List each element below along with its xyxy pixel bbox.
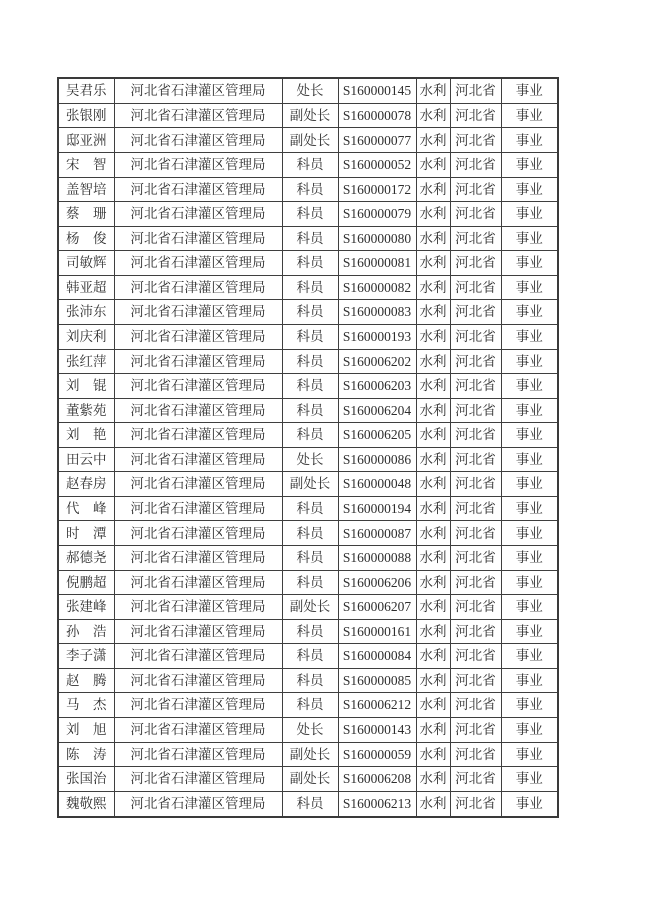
id-cell: S160000087 — [338, 521, 416, 546]
title-cell: 科员 — [282, 546, 338, 571]
table-row — [58, 300, 558, 325]
title-cell: 科员 — [282, 251, 338, 276]
org-cell: 河北省石津灌区管理局 — [114, 767, 282, 792]
region-cell: 河北省 — [450, 251, 501, 276]
region-cell: 河北省 — [450, 202, 501, 227]
title-cell: 处长 — [282, 717, 338, 742]
type-cell: 事业 — [501, 570, 558, 595]
type-cell: 事业 — [501, 398, 558, 423]
org-cell: 河北省石津灌区管理局 — [114, 103, 282, 128]
type-cell: 事业 — [501, 275, 558, 300]
table-row — [58, 128, 558, 153]
title-cell: 科员 — [282, 153, 338, 178]
table-row — [58, 177, 558, 202]
id-cell: S160006206 — [338, 570, 416, 595]
industry-cell: 水利 — [416, 226, 450, 251]
table-row — [58, 546, 558, 571]
table-row — [58, 472, 558, 497]
industry-cell: 水利 — [416, 251, 450, 276]
title-cell: 科员 — [282, 324, 338, 349]
industry-cell: 水利 — [416, 202, 450, 227]
id-cell: S160000193 — [338, 324, 416, 349]
table-row — [58, 717, 558, 742]
type-cell: 事业 — [501, 447, 558, 472]
id-cell: S160000080 — [338, 226, 416, 251]
industry-cell: 水利 — [416, 595, 450, 620]
region-cell: 河北省 — [450, 496, 501, 521]
title-cell: 科员 — [282, 202, 338, 227]
region-cell: 河北省 — [450, 717, 501, 742]
region-cell: 河北省 — [450, 693, 501, 718]
table-row — [58, 349, 558, 374]
org-cell: 河北省石津灌区管理局 — [114, 668, 282, 693]
table-row — [58, 521, 558, 546]
name-cell: 倪鹏超 — [58, 570, 114, 595]
name-cell: 刘 艳 — [58, 423, 114, 448]
org-cell: 河北省石津灌区管理局 — [114, 153, 282, 178]
title-cell: 科员 — [282, 619, 338, 644]
type-cell: 事业 — [501, 668, 558, 693]
table-row — [58, 103, 558, 128]
region-cell: 河北省 — [450, 103, 501, 128]
org-cell: 河北省石津灌区管理局 — [114, 226, 282, 251]
title-cell: 副处长 — [282, 472, 338, 497]
industry-cell: 水利 — [416, 521, 450, 546]
title-cell: 科员 — [282, 374, 338, 399]
table-row — [58, 251, 558, 276]
table-row — [58, 668, 558, 693]
industry-cell: 水利 — [416, 767, 450, 792]
type-cell: 事业 — [501, 226, 558, 251]
org-cell: 河北省石津灌区管理局 — [114, 496, 282, 521]
table-row — [58, 226, 558, 251]
industry-cell: 水利 — [416, 128, 450, 153]
name-cell: 张建峰 — [58, 595, 114, 620]
name-cell: 刘庆利 — [58, 324, 114, 349]
name-cell: 韩亚超 — [58, 275, 114, 300]
industry-cell: 水利 — [416, 570, 450, 595]
name-cell: 刘 旭 — [58, 717, 114, 742]
industry-cell: 水利 — [416, 324, 450, 349]
org-cell: 河北省石津灌区管理局 — [114, 447, 282, 472]
type-cell: 事业 — [501, 374, 558, 399]
region-cell: 河北省 — [450, 791, 501, 817]
name-cell: 赵 腾 — [58, 668, 114, 693]
title-cell: 处长 — [282, 78, 338, 103]
id-cell: S160000079 — [338, 202, 416, 227]
table-row — [58, 595, 558, 620]
org-cell: 河北省石津灌区管理局 — [114, 275, 282, 300]
title-cell: 科员 — [282, 521, 338, 546]
org-cell: 河北省石津灌区管理局 — [114, 791, 282, 817]
org-cell: 河北省石津灌区管理局 — [114, 521, 282, 546]
table-row — [58, 423, 558, 448]
title-cell: 科员 — [282, 570, 338, 595]
id-cell: S160000048 — [338, 472, 416, 497]
name-cell: 孙 浩 — [58, 619, 114, 644]
region-cell: 河北省 — [450, 349, 501, 374]
region-cell: 河北省 — [450, 128, 501, 153]
org-cell: 河北省石津灌区管理局 — [114, 128, 282, 153]
name-cell: 李子潇 — [58, 644, 114, 669]
table-row — [58, 767, 558, 792]
id-cell: S160006205 — [338, 423, 416, 448]
id-cell: S160006212 — [338, 693, 416, 718]
type-cell: 事业 — [501, 595, 558, 620]
name-cell: 邸亚洲 — [58, 128, 114, 153]
title-cell: 副处长 — [282, 128, 338, 153]
title-cell: 科员 — [282, 226, 338, 251]
industry-cell: 水利 — [416, 423, 450, 448]
region-cell: 河北省 — [450, 275, 501, 300]
region-cell: 河北省 — [450, 742, 501, 767]
industry-cell: 水利 — [416, 78, 450, 103]
id-cell: S160000084 — [338, 644, 416, 669]
industry-cell: 水利 — [416, 349, 450, 374]
id-cell: S160000078 — [338, 103, 416, 128]
region-cell: 河北省 — [450, 447, 501, 472]
type-cell: 事业 — [501, 791, 558, 817]
table-row — [58, 644, 558, 669]
region-cell: 河北省 — [450, 226, 501, 251]
org-cell: 河北省石津灌区管理局 — [114, 78, 282, 103]
personnel-table-body — [58, 78, 558, 817]
title-cell: 科员 — [282, 275, 338, 300]
name-cell: 张红萍 — [58, 349, 114, 374]
org-cell: 河北省石津灌区管理局 — [114, 570, 282, 595]
type-cell: 事业 — [501, 202, 558, 227]
title-cell: 副处长 — [282, 103, 338, 128]
industry-cell: 水利 — [416, 693, 450, 718]
region-cell: 河北省 — [450, 619, 501, 644]
type-cell: 事业 — [501, 546, 558, 571]
type-cell: 事业 — [501, 324, 558, 349]
type-cell: 事业 — [501, 472, 558, 497]
region-cell: 河北省 — [450, 570, 501, 595]
title-cell: 科员 — [282, 349, 338, 374]
region-cell: 河北省 — [450, 78, 501, 103]
name-cell: 董紫苑 — [58, 398, 114, 423]
id-cell: S160000083 — [338, 300, 416, 325]
region-cell: 河北省 — [450, 595, 501, 620]
region-cell: 河北省 — [450, 324, 501, 349]
type-cell: 事业 — [501, 644, 558, 669]
org-cell: 河北省石津灌区管理局 — [114, 324, 282, 349]
id-cell: S160006213 — [338, 791, 416, 817]
org-cell: 河北省石津灌区管理局 — [114, 472, 282, 497]
name-cell: 代 峰 — [58, 496, 114, 521]
region-cell: 河北省 — [450, 668, 501, 693]
title-cell: 科员 — [282, 423, 338, 448]
table-row — [58, 447, 558, 472]
org-cell: 河北省石津灌区管理局 — [114, 742, 282, 767]
region-cell: 河北省 — [450, 153, 501, 178]
region-cell: 河北省 — [450, 177, 501, 202]
name-cell: 盖智培 — [58, 177, 114, 202]
type-cell: 事业 — [501, 767, 558, 792]
org-cell: 河北省石津灌区管理局 — [114, 202, 282, 227]
table-row — [58, 374, 558, 399]
id-cell: S160000082 — [338, 275, 416, 300]
id-cell: S160006202 — [338, 349, 416, 374]
type-cell: 事业 — [501, 496, 558, 521]
industry-cell: 水利 — [416, 300, 450, 325]
industry-cell: 水利 — [416, 496, 450, 521]
region-cell: 河北省 — [450, 546, 501, 571]
name-cell: 吴君乐 — [58, 78, 114, 103]
industry-cell: 水利 — [416, 668, 450, 693]
title-cell: 科员 — [282, 398, 338, 423]
table-row — [58, 78, 558, 103]
org-cell: 河北省石津灌区管理局 — [114, 423, 282, 448]
id-cell: S160000172 — [338, 177, 416, 202]
org-cell: 河北省石津灌区管理局 — [114, 300, 282, 325]
org-cell: 河北省石津灌区管理局 — [114, 349, 282, 374]
industry-cell: 水利 — [416, 546, 450, 571]
type-cell: 事业 — [501, 153, 558, 178]
type-cell: 事业 — [501, 300, 558, 325]
type-cell: 事业 — [501, 177, 558, 202]
title-cell: 科员 — [282, 791, 338, 817]
title-cell: 科员 — [282, 177, 338, 202]
table-row — [58, 153, 558, 178]
title-cell: 副处长 — [282, 595, 338, 620]
industry-cell: 水利 — [416, 153, 450, 178]
org-cell: 河北省石津灌区管理局 — [114, 595, 282, 620]
region-cell: 河北省 — [450, 767, 501, 792]
type-cell: 事业 — [501, 619, 558, 644]
org-cell: 河北省石津灌区管理局 — [114, 374, 282, 399]
type-cell: 事业 — [501, 717, 558, 742]
region-cell: 河北省 — [450, 472, 501, 497]
table-row — [58, 619, 558, 644]
id-cell: S160000052 — [338, 153, 416, 178]
name-cell: 司敏辉 — [58, 251, 114, 276]
type-cell: 事业 — [501, 693, 558, 718]
id-cell: S160006208 — [338, 767, 416, 792]
industry-cell: 水利 — [416, 103, 450, 128]
title-cell: 科员 — [282, 693, 338, 718]
name-cell: 张沛东 — [58, 300, 114, 325]
personnel-table — [57, 77, 559, 818]
table-row — [58, 324, 558, 349]
id-cell: S160000081 — [338, 251, 416, 276]
id-cell: S160000086 — [338, 447, 416, 472]
id-cell: S160000085 — [338, 668, 416, 693]
industry-cell: 水利 — [416, 275, 450, 300]
region-cell: 河北省 — [450, 374, 501, 399]
title-cell: 副处长 — [282, 742, 338, 767]
title-cell: 科员 — [282, 300, 338, 325]
table-row — [58, 742, 558, 767]
name-cell: 张国治 — [58, 767, 114, 792]
type-cell: 事业 — [501, 423, 558, 448]
table-row — [58, 791, 558, 817]
name-cell: 郝德尧 — [58, 546, 114, 571]
region-cell: 河北省 — [450, 521, 501, 546]
industry-cell: 水利 — [416, 619, 450, 644]
title-cell: 科员 — [282, 644, 338, 669]
industry-cell: 水利 — [416, 791, 450, 817]
region-cell: 河北省 — [450, 423, 501, 448]
id-cell: S160000194 — [338, 496, 416, 521]
name-cell: 蔡 珊 — [58, 202, 114, 227]
region-cell: 河北省 — [450, 398, 501, 423]
name-cell: 宋 智 — [58, 153, 114, 178]
industry-cell: 水利 — [416, 742, 450, 767]
name-cell: 魏敬熙 — [58, 791, 114, 817]
table-row — [58, 398, 558, 423]
type-cell: 事业 — [501, 349, 558, 374]
type-cell: 事业 — [501, 78, 558, 103]
org-cell: 河北省石津灌区管理局 — [114, 251, 282, 276]
name-cell: 时 潭 — [58, 521, 114, 546]
type-cell: 事业 — [501, 251, 558, 276]
org-cell: 河北省石津灌区管理局 — [114, 619, 282, 644]
type-cell: 事业 — [501, 742, 558, 767]
id-cell: S160006203 — [338, 374, 416, 399]
type-cell: 事业 — [501, 128, 558, 153]
id-cell: S160000077 — [338, 128, 416, 153]
id-cell: S160000143 — [338, 717, 416, 742]
table-row — [58, 693, 558, 718]
title-cell: 科员 — [282, 668, 338, 693]
org-cell: 河北省石津灌区管理局 — [114, 717, 282, 742]
title-cell: 科员 — [282, 496, 338, 521]
type-cell: 事业 — [501, 521, 558, 546]
id-cell: S160006207 — [338, 595, 416, 620]
org-cell: 河北省石津灌区管理局 — [114, 546, 282, 571]
table-row — [58, 570, 558, 595]
industry-cell: 水利 — [416, 447, 450, 472]
table-row — [58, 275, 558, 300]
name-cell: 田云中 — [58, 447, 114, 472]
industry-cell: 水利 — [416, 472, 450, 497]
table-row — [58, 496, 558, 521]
name-cell: 张银刚 — [58, 103, 114, 128]
id-cell: S160000059 — [338, 742, 416, 767]
industry-cell: 水利 — [416, 717, 450, 742]
industry-cell: 水利 — [416, 644, 450, 669]
name-cell: 刘 锟 — [58, 374, 114, 399]
table-row — [58, 202, 558, 227]
name-cell: 马 杰 — [58, 693, 114, 718]
industry-cell: 水利 — [416, 374, 450, 399]
org-cell: 河北省石津灌区管理局 — [114, 644, 282, 669]
title-cell: 副处长 — [282, 767, 338, 792]
region-cell: 河北省 — [450, 644, 501, 669]
id-cell: S160000161 — [338, 619, 416, 644]
id-cell: S160006204 — [338, 398, 416, 423]
name-cell: 陈 涛 — [58, 742, 114, 767]
region-cell: 河北省 — [450, 300, 501, 325]
name-cell: 杨 俊 — [58, 226, 114, 251]
org-cell: 河北省石津灌区管理局 — [114, 693, 282, 718]
org-cell: 河北省石津灌区管理局 — [114, 177, 282, 202]
industry-cell: 水利 — [416, 398, 450, 423]
industry-cell: 水利 — [416, 177, 450, 202]
id-cell: S160000088 — [338, 546, 416, 571]
id-cell: S160000145 — [338, 78, 416, 103]
org-cell: 河北省石津灌区管理局 — [114, 398, 282, 423]
name-cell: 赵春房 — [58, 472, 114, 497]
title-cell: 处长 — [282, 447, 338, 472]
type-cell: 事业 — [501, 103, 558, 128]
